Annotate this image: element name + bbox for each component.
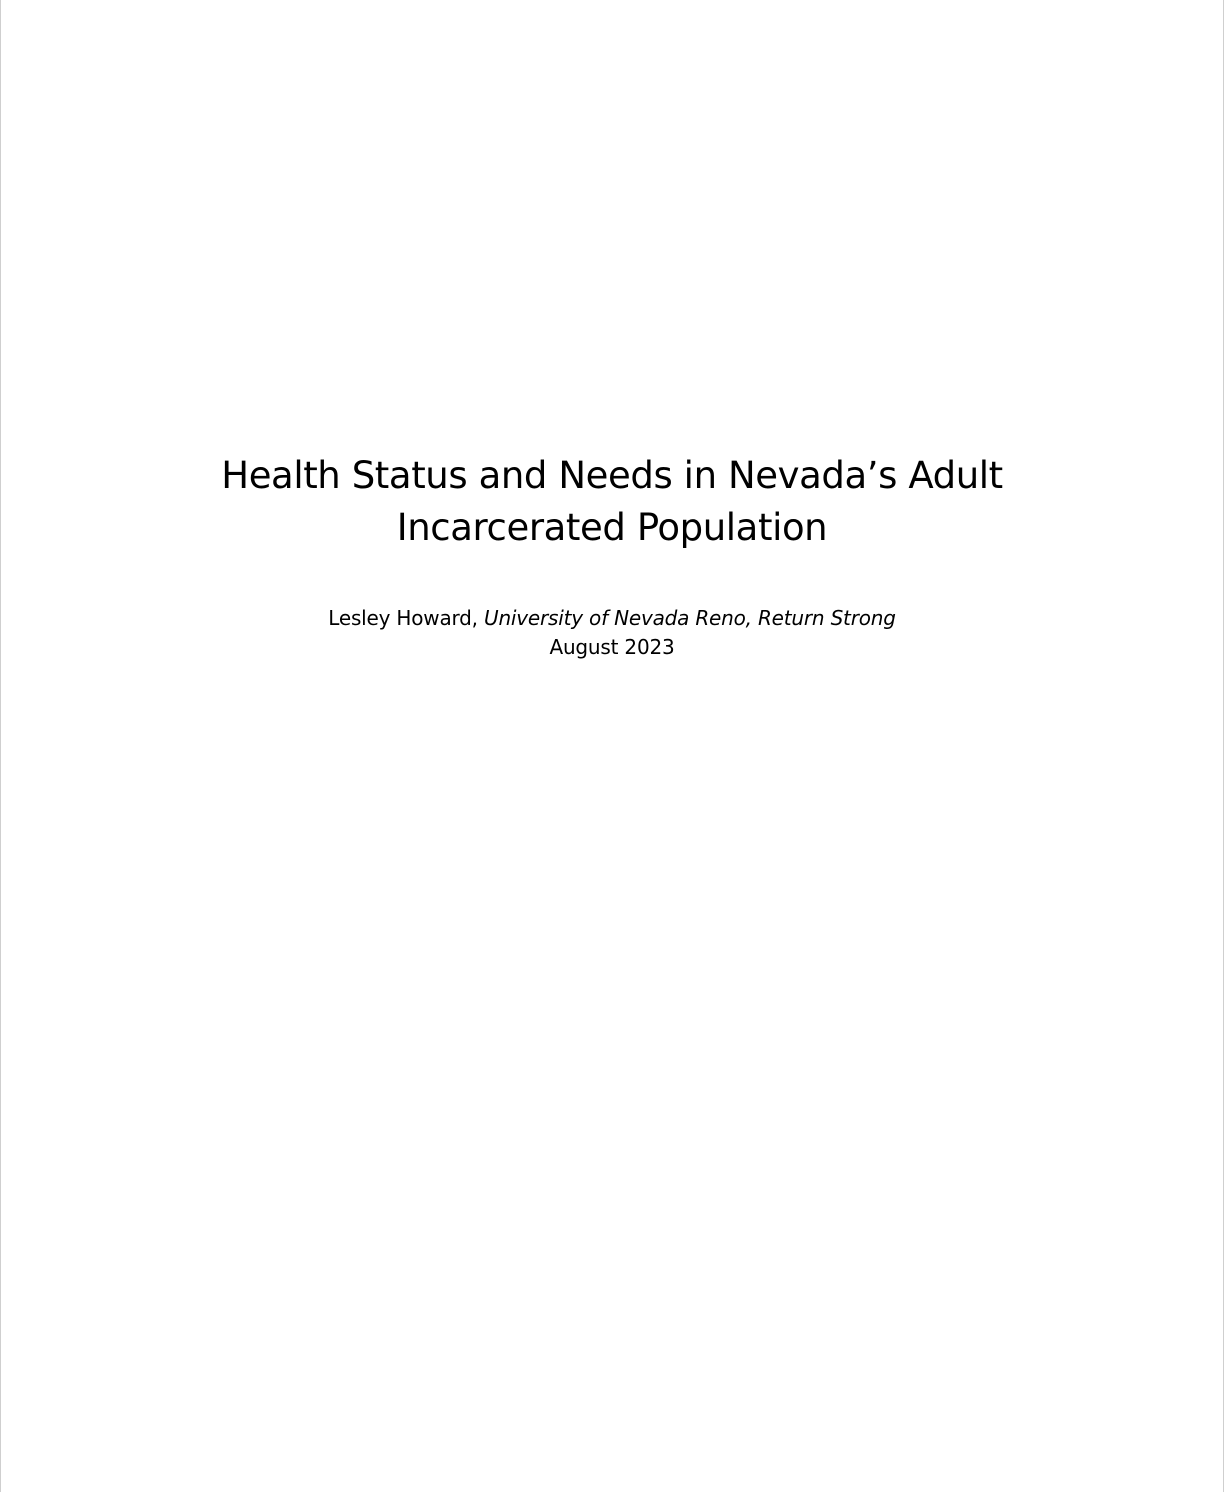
author-name: Lesley Howard, xyxy=(328,606,478,630)
title-line-1: Health Status and Needs in Nevada’s Adult xyxy=(221,454,1003,497)
publication-date: August 2023 xyxy=(549,635,675,659)
author-affiliation: University of Nevada Reno, Return Strong xyxy=(484,606,896,630)
title-line-2: Incarcerated Population xyxy=(396,506,828,549)
document-title xyxy=(1,450,1223,554)
byline xyxy=(1,604,1223,662)
